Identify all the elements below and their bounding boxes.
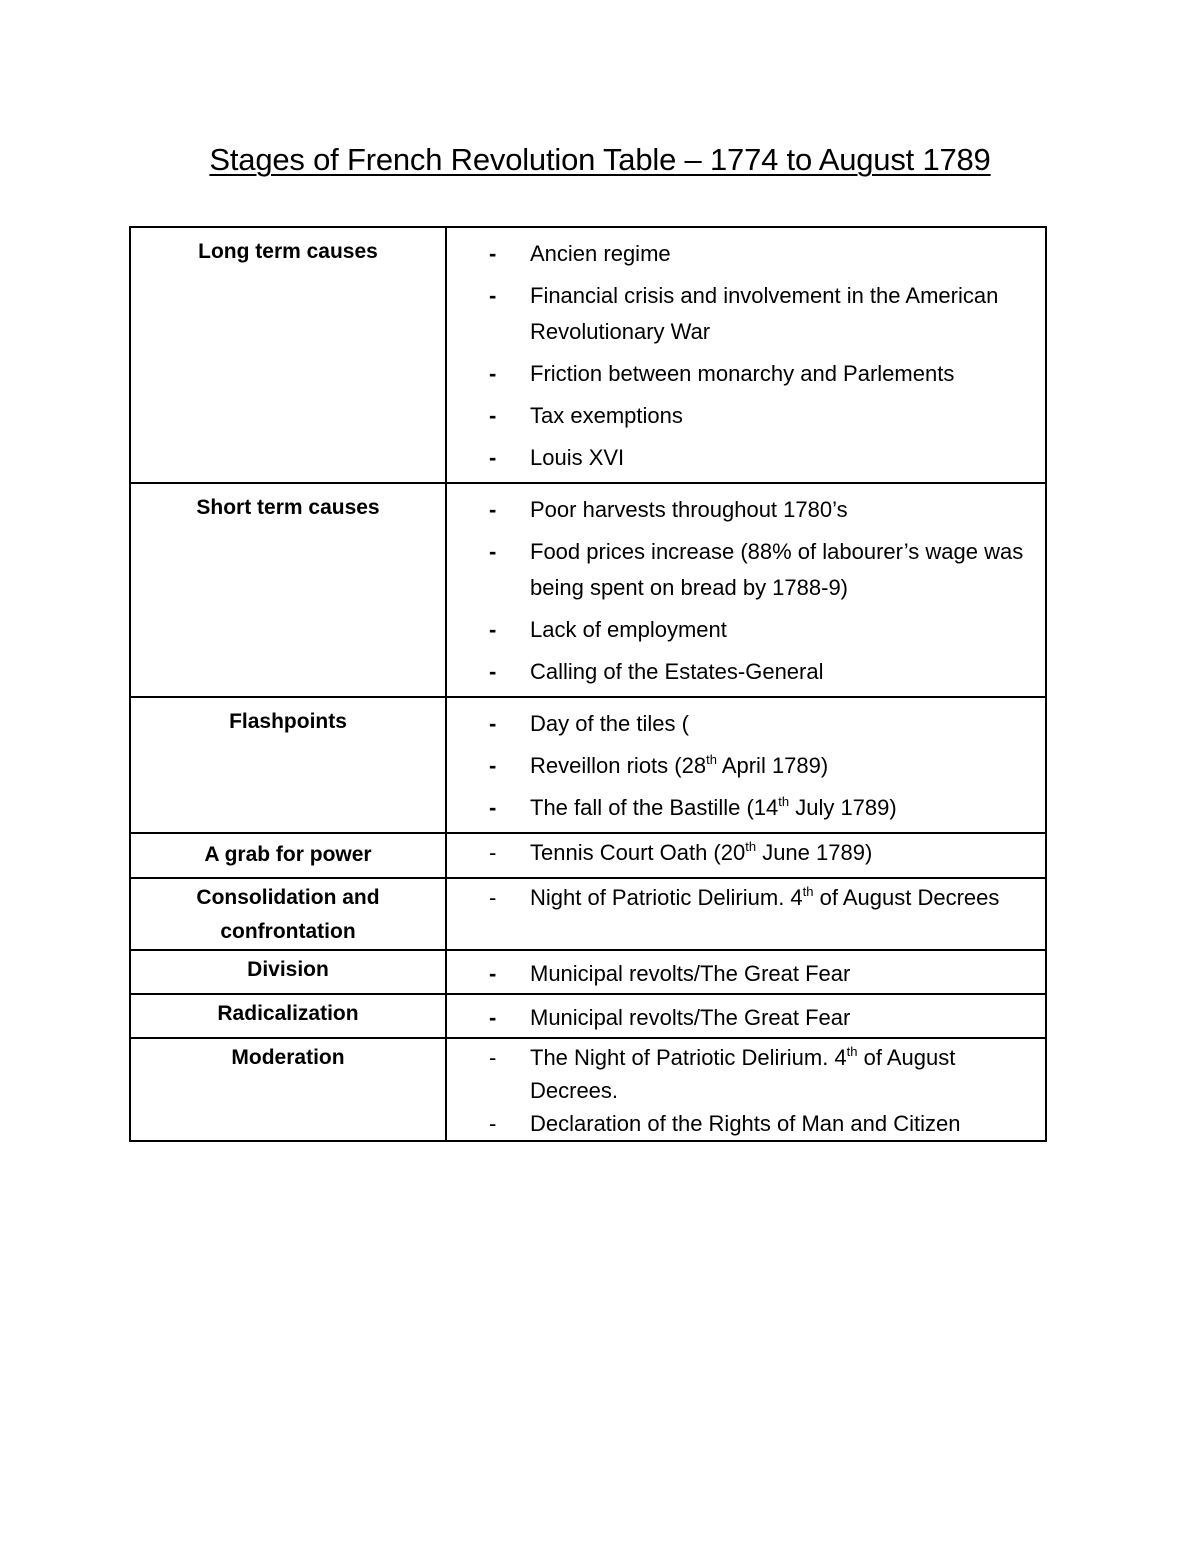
- list-item: - Municipal revolts/The Great Fear: [489, 1005, 851, 1030]
- events-cell: [446, 994, 1046, 1038]
- table-row: [130, 950, 1046, 994]
- events-cell: [446, 1038, 1046, 1141]
- list-item: - Reveillon riots (28th April 1789): [489, 752, 829, 778]
- table-row: [130, 1038, 1046, 1141]
- stage-cell: A grab for power: [130, 833, 446, 878]
- list-item: - Calling of the Estates-General: [489, 659, 824, 684]
- stage-cell: Moderation: [130, 1038, 446, 1141]
- list-item: - Lack of employment: [489, 617, 727, 642]
- table-row: [130, 697, 1046, 833]
- events-cell: [446, 483, 1046, 697]
- stages-table: [129, 226, 1047, 1142]
- list-item: - Declaration of the Rights of Man and Citizen: [489, 1111, 961, 1136]
- table-row: [130, 227, 1046, 483]
- list-item: - Night of Patriotic Delirium. 4th of August Decrees: [489, 884, 1000, 910]
- stage-cell: Division: [130, 950, 446, 994]
- table-row: [130, 878, 1046, 950]
- list-item: - Poor harvests throughout 1780’s: [489, 497, 848, 522]
- list-item: - The Night of Patriotic Delirium. 4th of August Decrees.: [489, 1044, 956, 1103]
- list-item: - Financial crisis and involvement in the American Revolutionary War: [489, 283, 999, 344]
- list-item: - Tax exemptions: [489, 403, 683, 428]
- events-cell: [446, 697, 1046, 833]
- stage-cell: Long term causes: [130, 227, 446, 483]
- list-item: - Food prices increase (88% of labourer’s wage was being spent on bread by 1788-9): [489, 539, 1024, 600]
- events-cell: [446, 950, 1046, 994]
- table-row: [130, 833, 1046, 878]
- list-item: - Louis XVI: [489, 445, 625, 470]
- stage-cell: Consolidation and confrontation: [130, 878, 446, 950]
- list-item: - Tennis Court Oath (20th June 1789): [489, 839, 873, 865]
- table-row: [130, 994, 1046, 1038]
- table-row: [130, 483, 1046, 697]
- stage-cell: Flashpoints: [130, 697, 446, 833]
- list-item: - The fall of the Bastille (14th July 1789): [489, 794, 897, 820]
- events-cell: [446, 833, 1046, 878]
- stage-cell: Short term causes: [130, 483, 446, 697]
- stage-cell: Radicalization: [130, 994, 446, 1038]
- list-item: - Day of the tiles (: [489, 711, 689, 736]
- list-item: - Municipal revolts/The Great Fear: [489, 961, 851, 986]
- list-item: - Ancien regime: [489, 241, 671, 266]
- list-item: - Friction between monarchy and Parlements: [489, 361, 955, 386]
- events-cell: [446, 227, 1046, 483]
- document-title: Stages of French Revolution Table – 1774 to August 1789: [209, 142, 991, 177]
- events-cell: [446, 878, 1046, 950]
